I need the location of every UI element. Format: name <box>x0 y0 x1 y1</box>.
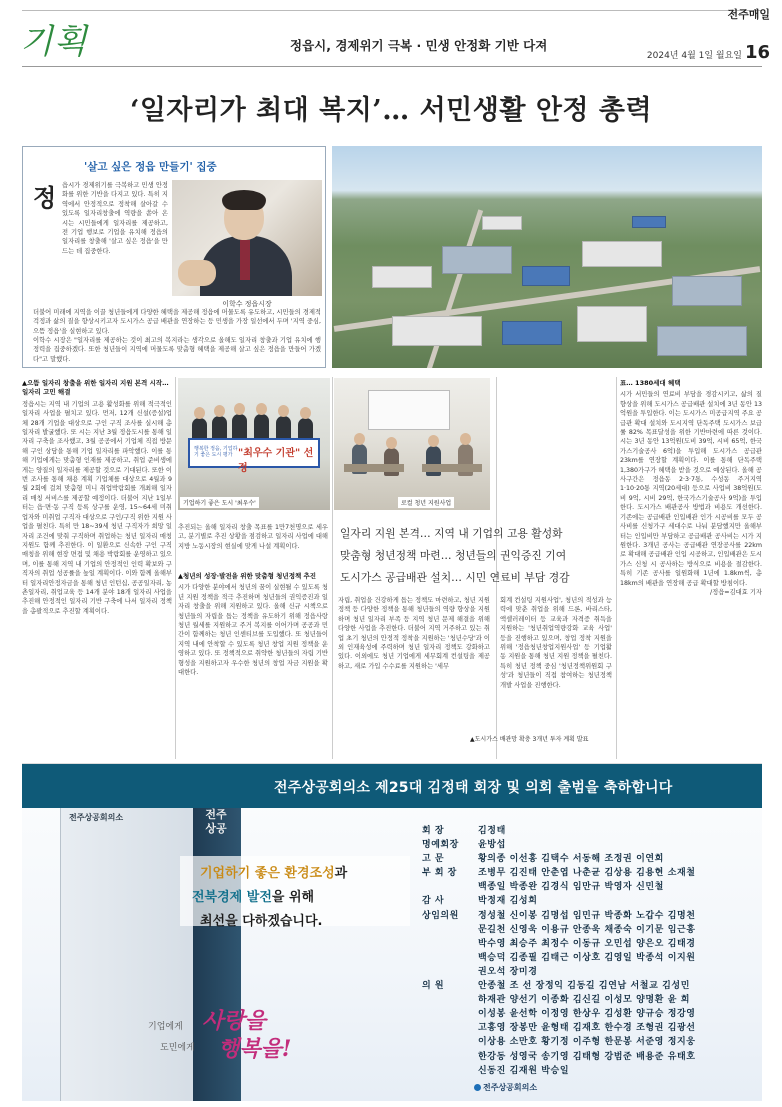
header-top-rule <box>22 10 762 11</box>
roster-row <box>422 866 752 880</box>
logo-dot-icon <box>474 1084 481 1091</box>
member-roster <box>422 824 752 1078</box>
tower-vertical-sign: 전주상공 <box>205 808 227 835</box>
roster-row <box>422 838 752 852</box>
roster-names: 한강동 성영국 송기영 김태형 강범준 배용준 유태호 <box>478 1051 696 1062</box>
col5-title: 표… 1380세대 혜택 <box>620 379 681 387</box>
interview-paragraph-2: 더불어 미래에 지역을 이끌 청년들에게 다양한 혜택을 제공해 정읍에 머물도록 유도하고, 시민들의 경제적 걱정과 삶의 질을 향상시키고자 도시가스 공급 배관을 연장하는 등 민생을 가장 일선에서 두며 '지역 중심, 으뜸 정읍'을 실현하고 있다. <box>33 309 321 335</box>
subheadline-2: 맞춤형 청년정책 마련… 청년들의 권익증진 기여 <box>340 549 567 562</box>
col5-body: 시가 서민들의 연료비 부담을 경감시키고, 삶의 질 향상을 위해 도시가스 공급배관 설치에 3년 동안 13억원을 투입한다. 이는 도시가스 미공급지역 주요 공급관 확대 설치와 도시지역 단독주택 도시가스 보급률 82% 목표달성을 위한 기반마련에 따른 것이다. 시는 3년 동안 13억원(도비 39억, 시비 65억, 한국가스기술공사 6억)을 투입해 도시가스 공급관 23km를 연장할 계획이다. 이를 통해 단독주택 1,380가구가 혜택을 받을 것으로 예상된다. 올해 공사구간은 정읍동 2·3·7통, 수성동 주거지역 1·10·20통 지역(20세대) 등으로 사업비 38억원(도비 9억, 시비 29억, 한국가스기술공사 9억)을 투입한다. 도시가스 배관공사 방법과 비용도 개선한다. 기존에는 공급배관 인입배관 인가 시공비를 모두 공사비를 신청가구 세대수로 나눠 분담했지만 올해부터는 인입비만 부담하고 공급배관 공사비는 시가 지원한다. 3개년 공사는 공급배관 연장공사를 22km로 확대해 공급배관 인입 시공하고, 인입배관은 도시가스 신청 시 공사하는 방식으로 비용을 절감한다. 특히 기존 공사를 일원화해 1년에 1.8km씩, 총 18km의 배관을 연장해 공급 확대할 방침이다. <box>620 391 762 587</box>
roster-row <box>422 937 752 951</box>
roster-names: 문길천 신영욱 이용규 안종욱 채종숙 이기문 임근홍 <box>478 924 696 935</box>
roster-names: 이성봉 윤선학 이정영 한상우 김성환 양규승 정강영 <box>478 1009 696 1020</box>
subheadlines <box>340 523 570 589</box>
bottom-photo-caption: ▲도시가스 배관망 확충 3개년 투자 계획 발표 <box>470 736 589 743</box>
article-col-5 <box>620 379 762 597</box>
roster-names: 백승덕 김종필 김태근 이상호 김영일 박종석 이지원 <box>478 952 696 963</box>
article-col-1 <box>22 379 172 616</box>
banner-big-text: "최우수 기관" 선정 <box>238 448 314 474</box>
section-title: 정읍시, 경제위기 극복 · 민생 안정화 기반 다져 <box>290 38 548 53</box>
article-col-2 <box>178 572 328 677</box>
header-rule <box>22 66 762 67</box>
roster-names: 윤방섭 <box>478 840 506 851</box>
aerial-industrial-photo <box>332 146 762 368</box>
roster-role: 부 회 장 <box>422 868 457 879</box>
banner-small-text: 행복한 정읍, 기업하기 좋은 도시 평가 <box>194 446 238 458</box>
roster-row <box>422 852 752 866</box>
roster-names: 백종일 박종완 김경식 임만규 박영자 신민철 <box>478 882 664 893</box>
motto-big-2: 행복을! <box>218 1036 292 1062</box>
group-photo-caption: 기업하기 좋은 도시 '최우수' <box>180 497 259 508</box>
lead-paragraph: 읍시가 경제위기를 극복하고 민생 안정화를 위한 기반을 다지고 있다. 특히 지역에서 안정적으로 정착해 살아갈 수 있도록 일자리창출에 역량을 쏟아 온 시는 시민들에게 일자리를 제공하고, 전 기업 행보로 기업을 유치해 정읍의 일자리를 창출해 '살고 싶은 정읍'을 만드는 데 집중한다. <box>62 182 168 255</box>
motto-small-2: 도민에게 <box>160 1043 195 1053</box>
roster-names: 정성철 신이봉 김명섭 임민규 박종화 노갑수 김명천 <box>478 910 696 921</box>
roster-row <box>422 1064 752 1078</box>
roster-role: 회 장 <box>422 826 445 836</box>
byline: /정읍=김대효 기자 <box>710 588 762 596</box>
award-group-photo <box>178 378 330 510</box>
roster-role: 고 문 <box>422 854 445 865</box>
roster-role: 명예회장 <box>422 840 459 851</box>
roster-row <box>422 1021 752 1035</box>
roster-row <box>422 824 752 838</box>
subheadline-1: 일자리 지원 본격… 지역 내 기업의 고용 활성화 <box>340 527 563 540</box>
chamber-ad <box>22 763 762 1101</box>
roster-row <box>422 1035 752 1049</box>
paper-date: 2024년 4월 1일 월요일 <box>646 51 742 61</box>
roster-row <box>422 993 752 1007</box>
roster-row <box>422 951 752 965</box>
page-number: 16 <box>744 42 770 63</box>
paper-name: 전주매일 <box>727 8 770 21</box>
slogan-line-2: 전북경제 발전을 위해 <box>192 890 315 905</box>
slogan-line-1: 기업하기 좋은 환경조성과 <box>200 866 348 881</box>
roster-role: 감 사 <box>422 896 445 907</box>
headline: ‘일자리가 최대 복지’… 서민생활 안정 총력 <box>129 95 653 126</box>
section-tag: 기획 <box>20 22 88 62</box>
roster-role: 의 원 <box>422 981 445 992</box>
interview-subtitle: '살고 싶은 정읍 만들기' 집중 <box>84 161 217 173</box>
col2b-body: 시가 다양한 분야에서 청년의 꿈이 실현될 수 있도록 청년 지원 정책을 적극 추진하며 청년들의 권익증진과 일자리 창출을 위해 지원하고 있다. 올해 신규 시책으로 청년들의 자립을 돕는 정책을 유도하기 위해 정읍사랑 청년 월세를 지원하고 주거 복지를 이어가며 공공과 민간이 함께하는 청년 인센티브를 도입했다. 또 청년들이 지역 내에 안착할 수 있도록 청년 창업 지원 정책을 운영하고 있다. 또 정책적으로 취약한 청년들의 자립 기반 형성을 지원하고자 우수한 청년의 창업 자금 지원을 확대한다. <box>178 584 328 677</box>
motto-small-1: 기업에게 <box>148 1022 183 1032</box>
roster-row <box>422 1050 752 1064</box>
roster-names: 안종철 조 선 장정익 김동길 김연남 서철교 김성민 <box>478 981 691 992</box>
col4-body: 회계 컨설팅 지원사업', 청년의 적성과 능력에 맞춘 취업을 위해 드론, 바리스타, 액셀러레이터 등 교육과 자격증 취득을 지원하는 '청년취업역량강화 교육 사업' 등을 진행하고 있으며, 창업 정착 지원을 위해 '정읍청년창업지원사업' 등 기업활동 지원을 통해 청년 지원 정책을 펼친다. 특히 청년 정책 중심 '청년정책위원회 구성'과 청년들이 직접 참여하는 청년정책 개발 사업을 진행한다. <box>500 597 612 689</box>
roster-role: 상임의원 <box>422 910 459 921</box>
drop-cap: 정 <box>33 183 57 212</box>
award-banner <box>188 438 320 474</box>
roster-row <box>422 965 752 979</box>
roster-row <box>422 894 752 908</box>
roster-names: 권오석 장미경 <box>478 966 538 977</box>
col2a-body: 추진되는 올해 일자리 창출 목표를 1만7천명으로 세우고, 분기별로 추진 상황을 점검하고 일자리 사업에 대해 지방 노동시장의 현실에 맞게 나설 계획이다. <box>178 524 328 550</box>
tower-name: 전주상공회의소 <box>69 813 124 822</box>
roster-names: 박수영 최승주 최정수 이동규 오민섭 양은오 김태경 <box>478 938 696 949</box>
col1-body: 정읍시는 지역 내 기업의 고용 활성화를 위해 적극적인 일자리 사업을 펼치고 있다. 먼저, 12개 신설(증설)업체 28개 기업을 대상으로 구인 구직 조사를 실시해 총 일자리 발굴했다. 또 시는 지난 3월 정읍도시를 통해 일자리 구축을 조사했고, 3월 공공에서 기업체 직접 방문해 구인 상담을 통해 기업 일자리를 파악했다. 이를 통해 기업에게는 맞춤형 인재를 제공하고, 취업 준비생에게는 양질의 일자리를 제공할 것으로 기대된다. 또한 이번 조사를 통해 채용 계획 기업체를 대상으로 4월과 9월 2회에 걸쳐 맞춤형 미니 취업박람회를 개최해 일자리 매칭 서비스를 제공할 예정이다. 더불어 지난 1일부터는 읍·면·동 구직 등록 상구를 운영, 15~64세 미취업자와 미취업 구직자 대상으로 구인/구직 위한 지원 사업을 펼친다. 특히 만 18~39세 청년 구직자가 희망 일자리 조건에 맞춰 구직하며 취업하는 청년 일자리 매칭 지원도 함께 추진한다. 이 일환으로 신속한 구인 구직 매칭을 위해 현장 면접 및 채용 박람회를 운영하고 있으며, 이를 통해 지역 내 기업의 안정적인 인력 확보와 구직자의 취업 성공률을 높일 계획이다. 이와 함께 올해부터 일자리안정자금을 통해 청년 인턴십, 공공일자리, 농촌일자리, 취업교육 등 14개 분야 18개 일자리 사업을 추진해 안정적인 일자리 기반 구축에 나서 일자리 정책을 총괄적으로 추진할 계획이다. <box>22 400 172 615</box>
subheadline-3: 도시가스 공급배관 설치… 시민 연료비 부담 경감 <box>340 571 570 584</box>
lead-paragraph-top <box>62 181 168 256</box>
chamber-building <box>60 782 240 1101</box>
col1-title: ▲으뜸 일자리 창출을 위한 일자리 지원 본격 시작… 일자리 고민 해결 <box>22 379 169 397</box>
roster-row <box>422 1007 752 1021</box>
roster-row <box>422 923 752 937</box>
roster-names: 황의종 이선홍 김택수 서동해 조정권 이연희 <box>478 854 664 865</box>
roster-names: 신동진 김재원 박승일 <box>478 1065 570 1076</box>
chamber-logo: 전주상공회의소 <box>474 1082 537 1093</box>
roster-names: 조병무 김진태 안춘엽 나춘균 김상용 김용현 소재철 <box>478 868 696 879</box>
slogan-line-3: 최선을 다하겠습니다. <box>200 914 323 929</box>
roster-names: 박정재 김성희 <box>478 896 538 907</box>
roster-names: 고홍영 장봉만 윤형태 김재호 한수경 조형권 김광선 <box>478 1023 696 1034</box>
col3-body: 자립, 취업을 건강하게 돕는 정책도 마련하고, 청년 지원 정책 등 다양한 정책을 통해 청년들의 역량 향상을 지원하며 청년 일자리 부족 등 지역 청년 문제 해결을 위해 다양한 사업을 추진한다. 더불어 지역 거주하고 있는 취업 초기 청년의 안정적 정착을 지원하는 '청년수당'과 이외 인재육성에 주력하며 청년 일자리 정책도 강화하고 있다. 이외에도 청년 기업에게 세무회계 컨설팅을 제공하고, 새로 가입 수수료를 지원하는 '세무 <box>338 597 490 670</box>
class-photo-caption: 로컬 청년 지원사업 <box>398 497 454 508</box>
roster-names: 이상용 소만호 황기정 이주형 한문봉 서준영 정지웅 <box>478 1037 696 1048</box>
motto-big-1: 사랑을 <box>202 1008 266 1034</box>
mayor-photo <box>172 180 322 296</box>
roster-row <box>422 909 752 923</box>
mayor-photo-caption: 이학수 정읍시장 <box>222 300 272 308</box>
interview-paragraph-3: 이학수 시장은 "일자리를 제공하는 것이 최고의 복지라는 생각으로 올해도 일자리 창출과 기업 유치에 행정력을 집중하겠다. 또한 청년들이 지역에 머물도록 맞춤형 혜택을 제공해 살고 싶은 정읍을 만들어 가겠다"고 말했다. <box>33 337 321 363</box>
roster-names: 하재관 양선기 이종화 김신길 이성모 양명환 윤 희 <box>478 995 691 1006</box>
roster-row <box>422 979 752 993</box>
ad-title: 전주상공회의소 제25대 김정태 회장 및 의회 출범을 축하합니다 <box>274 780 673 796</box>
col2b-title: ▲청년의 성장·발전을 위한 맞춤형 청년정책 추진 <box>178 572 317 580</box>
youth-class-photo <box>334 378 490 510</box>
roster-row <box>422 880 752 894</box>
roster-names: 김정태 <box>478 826 506 836</box>
